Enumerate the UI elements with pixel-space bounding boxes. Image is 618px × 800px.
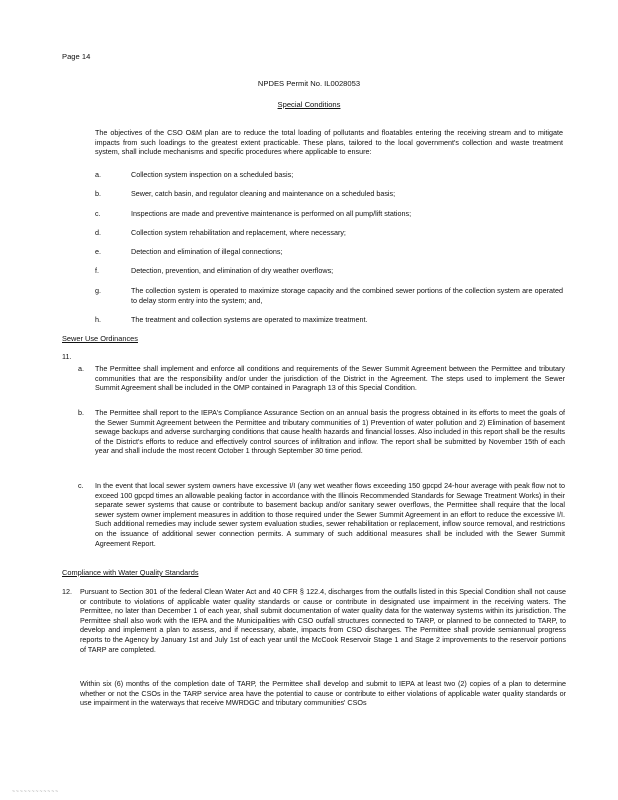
compliance-paragraph-1: Pursuant to Section 301 of the federal Clean Water Act and 40 CFR § 122.4, discharges from the outfalls listed in this Special Condition shall not cause or contribute to violations of applicable water quality standards or cause or contribute in designated use impairment in the receiving waters. The Permittee, no later than December 1 of each year, shall submit documentation of water quality data for the waterway systems within its jurisdiction. The Permittee shall also work with the IEPA and the Municipalities with CSO outfall structures connected to TARP, or planned to be connected to TARP, to develop and implement a plan to assess, and if necessary, abate, impacts from CSO discharges. The Permittee shall provide semiannual progress reports to the Agency by January 1st and July 1st of each year until the McCook Reservoir Stage 1 and Stage 2 improvements to the reservoir portions of TARP are completed. xyxy=(80,587,566,654)
subitem-text: The Permittee shall implement and enforce all conditions and requirements of the Sewer Summit Agreement between the Permittee and tributary communities that are the responsibility and/or under the jurisdiction of the District in the Agreement. The steps used to implement the Sewer Summit Agreement shall be included in the OMP contained in Paragraph 13 of this Special Condition. xyxy=(95,364,565,393)
om-item-text: Collection system inspection on a scheduled basis; xyxy=(131,170,294,179)
om-item-letter: f. xyxy=(95,266,99,275)
scan-footer-mark: ~~~~~~~~~~~~ xyxy=(12,789,60,795)
om-item-text: Collection system rehabilitation and replacement, where necessary; xyxy=(131,228,346,237)
om-item-text: The collection system is operated to maximize storage capacity and the combined sewer portions of the collection system are operated to delay storm entry into the system; and, xyxy=(131,286,563,305)
om-item-letter: e. xyxy=(95,247,101,256)
om-item-letter: d. xyxy=(95,228,101,237)
om-item-text: The treatment and collection systems are operated to maximize treatment. xyxy=(131,315,368,324)
om-item-text: Detection, prevention, and elimination of dry weather overflows; xyxy=(131,266,334,275)
paragraph-number: 11. xyxy=(62,352,72,361)
sewer-use-heading: Sewer Use Ordinances xyxy=(62,334,138,343)
permit-title: NPDES Permit No. IL0028053 xyxy=(257,79,361,88)
om-item-letter: c. xyxy=(95,209,101,218)
subitem-text: In the event that local sewer system owners have excessive I/I (any wet weather flows exceeding 150 gpcpd 24-hour average with peak flow not to exceed 100 gpcpd times an allowable peaking factor in accordance with the Illinois Recommended Standards for Sewage Treatment Works) in their separate sewer systems that cause or contribute to basement backup and/or sanitary sewer overflows, the Permittee shall require that the local sewer system owner implement measures in addition to those required under the Sewer Summit Agreement in an effort to reduce the excessive I/I. Such additional remedies may include sewer system evaluation studies, sewer rehabilitation or replacement, inflow source removal, and restrictions on the issuance of additional sewer connection permits. A summary of such additional measures shall be included with the Sewer Summit Agreement Report. xyxy=(95,481,565,548)
page-number: Page 14 xyxy=(62,52,91,61)
paragraph-number: 12. xyxy=(62,587,72,596)
om-item-letter: g. xyxy=(95,286,101,295)
om-item-letter: b. xyxy=(95,189,101,198)
om-item-text: Inspections are made and preventive maintenance is performed on all pump/lift stations; xyxy=(131,209,412,218)
compliance-paragraph-2: Within six (6) months of the completion date of TARP, the Permittee shall develop and submit to IEPA at least two (2) copies of a plan to determine whether or not the CSOs in the TARP service area have the potential to cause or contribute to either violations of applicable water quality standards or use impairment in the waterways that receive MWRDGC and tributary communities' CSOs xyxy=(80,679,566,708)
intro-paragraph: The objectives of the CSO O&M plan are to reduce the total loading of pollutants and floatables entering the receiving stream and to mitigate impacts from such loadings to the greatest extent practicable. These plans, tailored to the local government's collection and waste treatment system, shall include mechanisms and specific procedures where applicable to ensure: xyxy=(95,128,563,157)
compliance-heading: Compliance with Water Quality Standards xyxy=(62,568,199,577)
subitem-letter: c. xyxy=(78,481,84,490)
om-item-text: Detection and elimination of illegal connections; xyxy=(131,247,283,256)
subitem-letter: a. xyxy=(78,364,84,373)
subitem-text: The Permittee shall report to the IEPA's Compliance Assurance Section on an annual basis the progress obtained in its efforts to meet the goals of the Sewer Summit Agreement between the Permittee and tributary communities of 1) Prevention of water pollution and 2) Elimination of basement sewage backups and adverse surcharging conditions that cause health hazards and financial losses. Also included in this report shall be the results of the District's efforts to reduce and effectively control sources of infiltration and inflow. The report shall be submitted by November 15th of each year and shall include the most recent October 1 through September 30 time period. xyxy=(95,408,565,456)
om-item-letter: h. xyxy=(95,315,101,324)
subitem-letter: b. xyxy=(78,408,84,417)
om-item-text: Sewer, catch basin, and regulator cleaning and maintenance on a scheduled basis; xyxy=(131,189,396,198)
om-item-letter: a. xyxy=(95,170,101,179)
section-title: Special Conditions xyxy=(277,100,341,109)
